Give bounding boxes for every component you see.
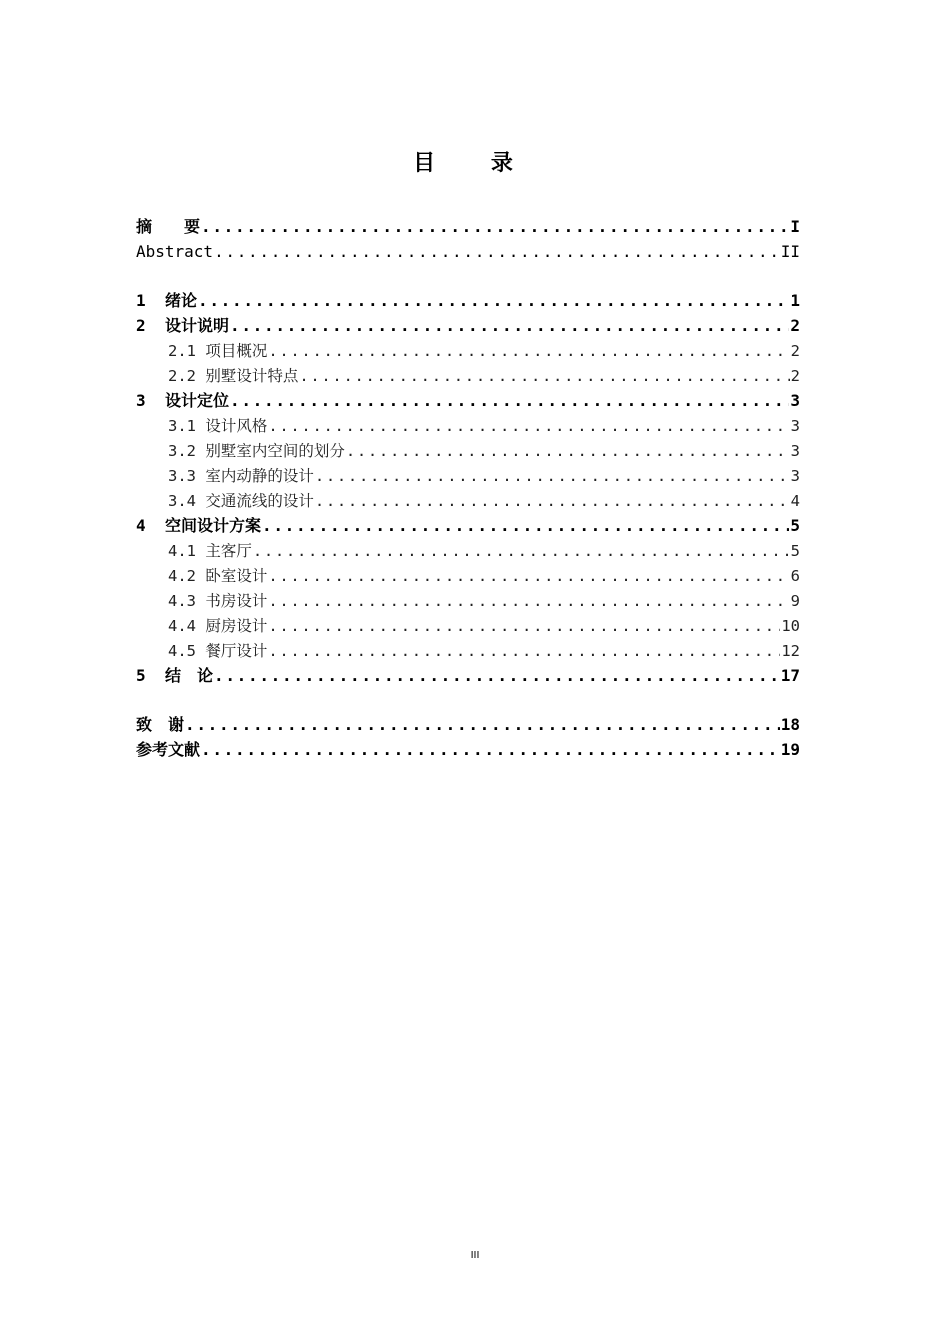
toc-entry-page: 3 bbox=[790, 442, 800, 460]
toc-entry-label: 4.4 厨房设计 bbox=[168, 617, 268, 635]
table-of-contents bbox=[136, 212, 800, 760]
toc-leader-dots bbox=[315, 466, 790, 486]
toc-entry-page: II bbox=[780, 242, 800, 261]
toc-entry-page: 12 bbox=[781, 642, 800, 660]
spacer bbox=[136, 686, 800, 710]
toc-entry-page: 9 bbox=[790, 592, 800, 610]
toc-entry-section-4-4[interactable] bbox=[136, 611, 800, 636]
toc-chapter-number: 1 bbox=[136, 291, 146, 310]
page-number-footer: III bbox=[470, 1250, 480, 1261]
toc-leader-dots bbox=[315, 491, 790, 511]
toc-leader-dots bbox=[268, 641, 780, 661]
toc-entry-label: 4.2 卧室设计 bbox=[168, 567, 268, 585]
toc-entry-section-4-5[interactable] bbox=[136, 636, 800, 661]
toc-entry-page: 2 bbox=[790, 367, 800, 385]
toc-entry-section-2-1[interactable] bbox=[136, 336, 800, 361]
toc-chapter-number: 3 bbox=[136, 391, 146, 410]
toc-entry-label: 设计定位 bbox=[165, 391, 230, 410]
toc-entry-label: 4.5 餐厅设计 bbox=[168, 642, 268, 660]
toc-entry-label: 3.1 设计风格 bbox=[168, 417, 268, 435]
toc-leader-dots bbox=[253, 541, 790, 561]
toc-entry-label: 绪论 bbox=[165, 291, 198, 310]
toc-entry-label: 3.3 室内动静的设计 bbox=[168, 467, 314, 485]
toc-leader-dots bbox=[230, 391, 789, 411]
toc-entry-section-4-2[interactable] bbox=[136, 561, 800, 586]
toc-leader-dots bbox=[214, 242, 780, 262]
toc-entry-label: Abstract bbox=[136, 242, 214, 261]
toc-entry-chapter-2[interactable] bbox=[136, 311, 800, 336]
toc-entry-label: 空间设计方案 bbox=[165, 516, 262, 535]
toc-leader-dots bbox=[230, 316, 789, 336]
toc-entry-section-3-3[interactable] bbox=[136, 461, 800, 486]
toc-entry-page: 4 bbox=[790, 492, 800, 510]
toc-entry-section-3-2[interactable] bbox=[136, 436, 800, 461]
toc-entry-references[interactable] bbox=[136, 735, 800, 760]
toc-entry-page: 1 bbox=[790, 291, 800, 310]
toc-entry-section-2-2[interactable] bbox=[136, 361, 800, 386]
toc-entry-page: 2 bbox=[790, 316, 800, 335]
toc-entry-label: 设计说明 bbox=[165, 316, 230, 335]
toc-entry-label: 结 论 bbox=[165, 666, 214, 685]
toc-entry-label: 3.2 别墅室内空间的划分 bbox=[168, 442, 345, 460]
toc-entry-page: 5 bbox=[790, 516, 800, 535]
toc-entry-chapter-3[interactable] bbox=[136, 386, 800, 411]
toc-leader-dots bbox=[346, 441, 790, 461]
toc-leader-dots bbox=[268, 416, 789, 436]
toc-entry-label: 4.1 主客厅 bbox=[168, 542, 252, 560]
toc-entry-abstract-cn[interactable] bbox=[136, 212, 800, 237]
toc-chapter-number: 5 bbox=[136, 666, 146, 685]
toc-entry-page: 10 bbox=[781, 617, 800, 635]
toc-leader-dots bbox=[198, 291, 789, 311]
toc-entry-page: 3 bbox=[790, 417, 800, 435]
toc-entry-chapter-5[interactable] bbox=[136, 661, 800, 686]
toc-entry-page: 17 bbox=[780, 666, 800, 685]
toc-leader-dots bbox=[299, 366, 789, 386]
toc-entry-label: 4.3 书房设计 bbox=[168, 592, 268, 610]
toc-leader-dots bbox=[268, 591, 789, 611]
toc-entry-label: 2.1 项目概况 bbox=[168, 342, 268, 360]
toc-entry-section-3-1[interactable] bbox=[136, 411, 800, 436]
toc-entry-label: 致 谢 bbox=[136, 715, 185, 734]
toc-entry-chapter-4[interactable] bbox=[136, 511, 800, 536]
spacer bbox=[136, 262, 800, 286]
toc-leader-dots bbox=[268, 616, 780, 636]
toc-entry-section-3-4[interactable] bbox=[136, 486, 800, 511]
toc-leader-dots bbox=[201, 740, 780, 760]
toc-entry-label: 3.4 交通流线的设计 bbox=[168, 492, 314, 510]
toc-leader-dots bbox=[268, 566, 789, 586]
toc-entry-page: 5 bbox=[790, 542, 800, 560]
toc-entry-acknowledgements[interactable] bbox=[136, 710, 800, 735]
toc-entry-page: 3 bbox=[790, 467, 800, 485]
toc-leader-dots bbox=[201, 217, 789, 237]
toc-entry-label: 参考文献 bbox=[136, 740, 201, 759]
page-title: 目 录 bbox=[413, 151, 537, 176]
toc-leader-dots bbox=[214, 666, 780, 686]
toc-entry-abstract-en[interactable] bbox=[136, 237, 800, 262]
toc-leader-dots bbox=[262, 516, 789, 536]
toc-entry-label: 2.2 别墅设计特点 bbox=[168, 367, 299, 385]
toc-entry-page: 3 bbox=[790, 391, 800, 410]
toc-entry-page: 6 bbox=[790, 567, 800, 585]
toc-entry-label: 摘 要 bbox=[136, 217, 201, 236]
toc-entry-page: I bbox=[790, 217, 800, 236]
toc-entry-section-4-1[interactable] bbox=[136, 536, 800, 561]
toc-entry-page: 2 bbox=[790, 342, 800, 360]
toc-entry-page: 18 bbox=[780, 715, 800, 734]
toc-chapter-number: 4 bbox=[136, 516, 146, 535]
toc-leader-dots bbox=[185, 715, 780, 735]
toc-entry-page: 19 bbox=[780, 740, 800, 759]
toc-entry-chapter-1[interactable] bbox=[136, 286, 800, 311]
toc-entry-section-4-3[interactable] bbox=[136, 586, 800, 611]
toc-chapter-number: 2 bbox=[136, 316, 146, 335]
toc-leader-dots bbox=[268, 341, 789, 361]
